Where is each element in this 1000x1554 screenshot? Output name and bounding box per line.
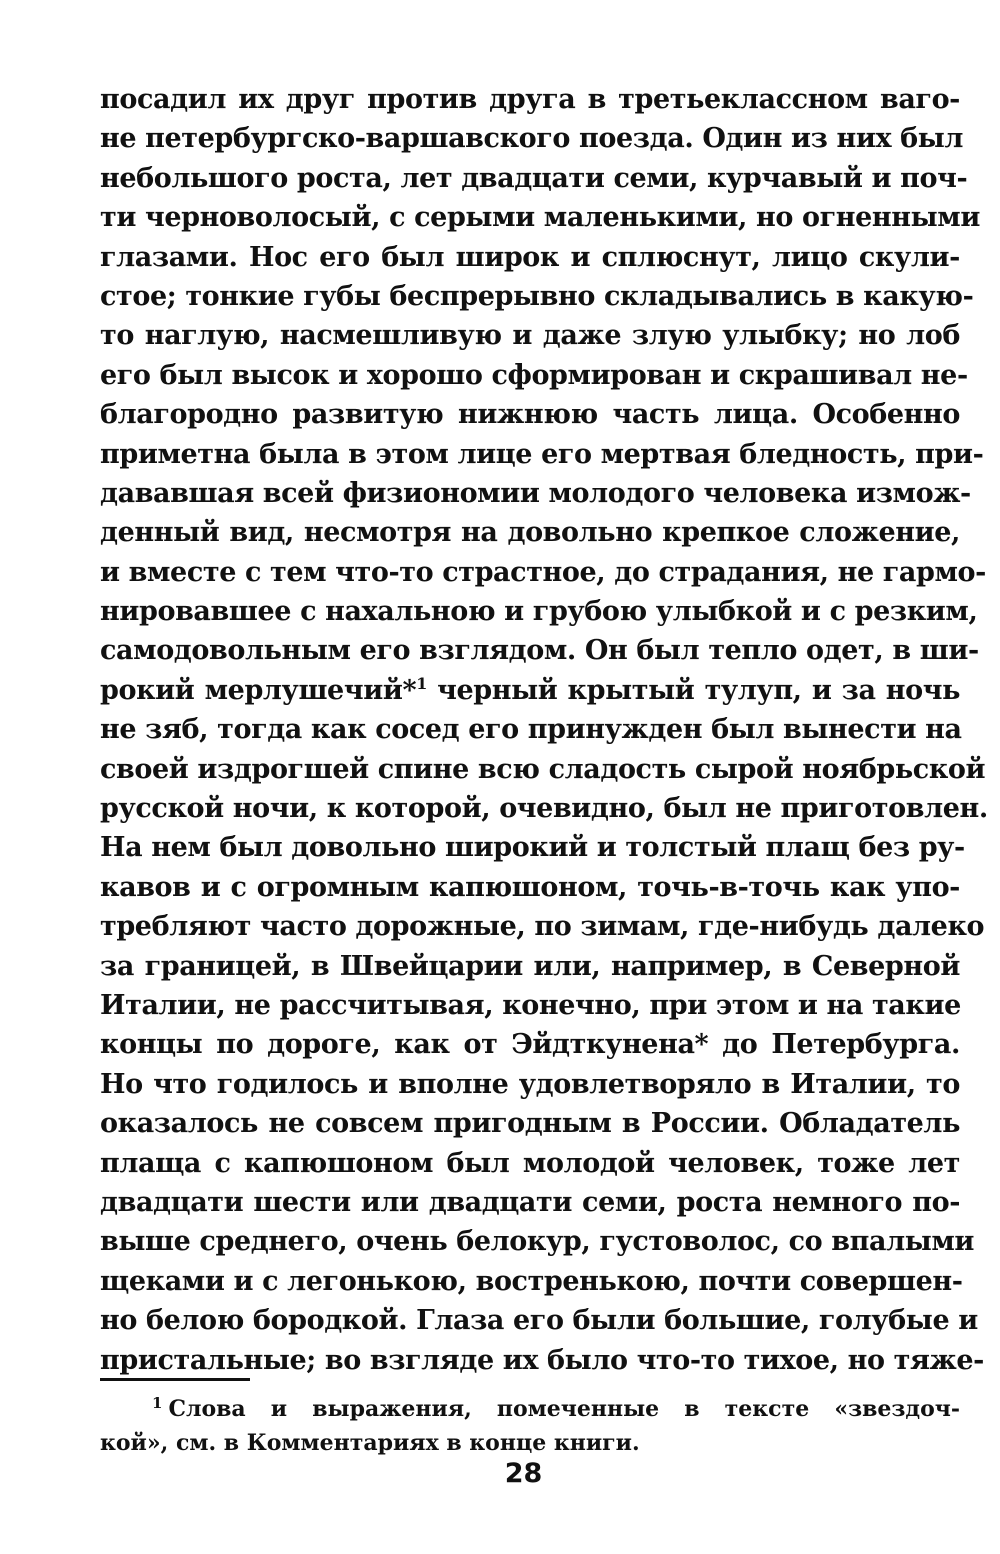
text-line: выше среднего, очень белокур, густоволос, со впалыми xyxy=(100,1226,975,1258)
text-line: Но что годилось и вполне удовлетворяло в Италии, то xyxy=(100,1068,960,1100)
text-line: денный вид, несмотря на довольно крепкое сложение, xyxy=(100,517,960,549)
text-line: кавов и с огромным капюшоном, точь-в-точь как упо- xyxy=(100,871,960,903)
text-line: и вместе с тем что-то страстное, до страдания, не гармо- xyxy=(100,556,986,588)
text-line: щеками и с легонькою, востренькою, почти совершен- xyxy=(100,1265,963,1297)
text-line: требляют часто дорожные, по зимам, где-нибудь далеко xyxy=(100,911,985,943)
text-line: то наглую, насмешливую и даже злую улыбку; но лоб xyxy=(100,320,960,352)
text-line: На нем был довольно широкий и толстый плащ без ру- xyxy=(100,832,965,864)
text-line-with-footnote-ref xyxy=(100,671,960,710)
text-line: Италии, не рассчитывая, конечно, при этом и на такие xyxy=(100,989,961,1021)
footnote-text: Слова и выражения, помеченные в тексте «звездоч- xyxy=(168,1396,960,1422)
footnote-line xyxy=(100,1392,960,1426)
text-fragment: рокий мерлушечий* xyxy=(100,674,417,706)
text-line: своей издрогшей спине всю сладость сырой ноябрьской xyxy=(100,753,986,785)
text-line: пристальные; во взгляде их было что-то тихое, но тяже- xyxy=(100,1344,984,1376)
text-line: но белою бородкой. Глаза его были большие, голубые и xyxy=(100,1305,978,1337)
text-line: его был высок и хорошо сформирован и скрашивал не- xyxy=(100,359,968,391)
text-line: двадцати шести или двадцати семи, роста немного по- xyxy=(100,1186,960,1218)
text-line: посадил их друг против друга в третьеклассном ваго- xyxy=(100,84,960,115)
text-line: глазами. Нос его был широк и сплюснут, лицо скули- xyxy=(100,241,960,273)
footnote-reference[interactable]: 1 xyxy=(416,673,427,693)
footnote xyxy=(100,1392,960,1460)
footnote-line: кой», см. в Комментариях в конце книги. xyxy=(100,1430,640,1456)
text-fragment: черный крытый тулуп, и за ночь xyxy=(426,674,961,706)
text-line: нировавшее с нахальною и грубою улыбкой и с резким, xyxy=(100,596,978,628)
text-line: благородно развитую нижнюю часть лица. Особенно xyxy=(100,399,960,431)
text-line: русской ночи, к которой, очевидно, был не приготовлен. xyxy=(100,793,988,825)
text-line: стое; тонкие губы беспрерывно складывались в какую- xyxy=(100,280,974,312)
text-line: за границей, в Швейцарии или, например, в Северной xyxy=(100,950,960,982)
text-line: не петербургско-варшавского поезда. Один из них был xyxy=(100,123,964,155)
text-line: ти черноволосый, с серыми маленькими, но огненными xyxy=(100,202,980,234)
text-line: самодовольным его взглядом. Он был тепло одет, в ши- xyxy=(100,635,979,667)
text-line: концы по дороге, как от Эйдткунена* до Петербурга. xyxy=(100,1029,960,1061)
footnote-marker: 1 xyxy=(152,1393,163,1412)
main-text xyxy=(100,80,988,1380)
page-number: 28 xyxy=(504,1458,543,1489)
text-line: дававшая всей физиономии молодого человека измож- xyxy=(100,477,971,509)
text-line: небольшого роста, лет двадцати семи, курчавый и поч- xyxy=(100,162,968,194)
text-line: плаща с капюшоном был молодой человек, тоже лет xyxy=(100,1147,960,1179)
text-line: приметна была в этом лице его мертвая бледность, при- xyxy=(100,438,984,470)
text-line: не зяб, тогда как сосед его принужден был вынести на xyxy=(100,714,962,746)
text-line: оказалось не совсем пригодным в России. Обладатель xyxy=(100,1108,960,1140)
footnote-divider xyxy=(100,1378,250,1381)
